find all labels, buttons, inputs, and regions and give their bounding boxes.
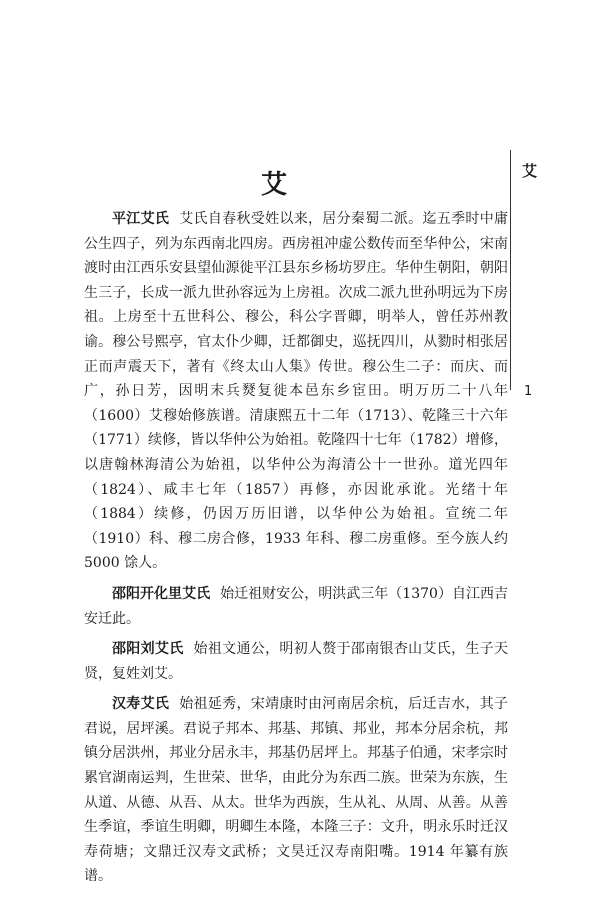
entry-text: 始祖文通公，明初人赘于邵南银杏山艾氏，生子天贤，复姓刘艾。 bbox=[84, 641, 509, 682]
clan-name: 邵阳刘艾氏 bbox=[112, 641, 184, 658]
entry-text: 始迁祖财安公，明洪武三年（1370）自江西吉安迁此。 bbox=[84, 585, 508, 627]
entry-text: 始祖延秀，宋靖康时由河南居余杭，后迁吉水，其子君说，居坪溪。君说子邦本、邦基、邦镇、邦业，邦本分居余杭，邦镇分居洪州，邦业分居永丰，邦基仍居坪上。邦基子伯通，宋孝宗时累官湖南运判，生世荣、世华，由此分为东西二族。世荣为东族，生从道、从德、从吾、从太。世华为西族，生从礼、从周、从善。从善生季谊，季谊生明卿，明卿生本隆，本隆三子：文升，明永乐时迁汉寿荷塘；文鼎迁汉寿文武桥；文昊迁汉寿南阳嘴。1914 年纂有族谱。 bbox=[84, 696, 509, 885]
entry-shaoyang-liuai bbox=[84, 637, 508, 686]
page-number: 1 bbox=[524, 384, 533, 399]
clan-name: 平江艾氏 bbox=[112, 211, 170, 227]
entry-shaoyang-kaihuali bbox=[84, 582, 508, 631]
clan-name: 汉寿艾氏 bbox=[112, 696, 170, 713]
entry-hanshou bbox=[84, 692, 508, 889]
margin-rule bbox=[510, 150, 511, 390]
surname-title: 艾 bbox=[260, 170, 289, 200]
clan-name: 邵阳开化里艾氏 bbox=[112, 585, 211, 602]
entry-pingjiang bbox=[84, 207, 508, 576]
entry-text: 艾氏自春秋受姓以来，居分秦蜀二派。迄五季时中庸公生四子，列为东西南北四房。西房祖冲虚公数传而至华仲公，宋南渡时由江西乐安县望仙源徙平江县东乡杨坊罗庄。华仲生朝阳，朝阳生三子，长成一派九世孙容远为上房祖。次成二派九世孙明远为下房祖。上房至十五世科公、穆公，科公字晋卿，明举人，曾任苏州教谕。穆公号熙亭，官太仆少卿，迁都御史，巡抚四川，从勠时相张居正而声震天下，著有《终太山人集》传世。穆公生二子：而庆、而广，孙日芳，因明末兵燹复徙本邑东乡宦田。明万历二十八年（1600）艾穆始修族谱。清康熙五十二年（1713）、乾隆三十六年（1771）续修，皆以华仲公为始祖。乾隆四十七年（1782）增修，以唐翰林海清公为始祖，以华仲公为海清公十一世孙。道光四年（1824）、咸丰七年（1857）再修，亦因讹承讹。光绪十年（1884）续修，仍因万历旧谱，以华仲公为始祖。宣统二年（1910）科、穆二房合修，1933 年科、穆二房重修。至今族人约 5000 馀人。 bbox=[84, 211, 509, 572]
entry-list bbox=[84, 207, 508, 895]
running-header: 艾 bbox=[522, 162, 538, 180]
